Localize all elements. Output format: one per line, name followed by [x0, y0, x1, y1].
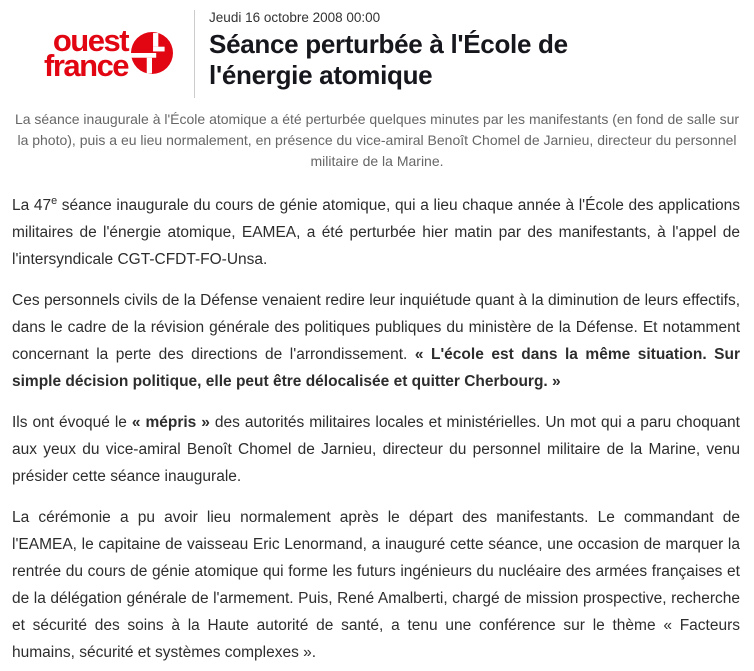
paragraph-quote-bold: « L'école est dans la même situation. Sur simple décision politique, elle peut être délocalisée et quitter Cherbourg. »	[12, 346, 740, 390]
superscript-ordinal: e	[51, 194, 58, 207]
paragraph-quote-bold: « mépris »	[131, 414, 210, 431]
ouest-france-logo[interactable]	[44, 10, 173, 96]
article-title: Séance perturbée à l'École de l'énergie atomique	[209, 29, 568, 90]
paragraph-text: des autorités militaires locales et ministérielles. Un mot qui a paru choquant aux yeux du vice-amiral Benoît Chomel de Jarnieu, directeur du personnel militaire de la Marine, venu présider cette séance inaugurale.	[12, 414, 740, 485]
paragraph-text: La cérémonie a pu avoir lieu normalement après le départ des manifestants. Le commandant de l'EAMEA, le capitaine de vaisseau Eric Lenormand, a inauguré cette séance, une occasion de marquer la rentrée du cours de génie atomique qui forme les futurs ingénieurs du nucléaire des armées françaises et de la délégation générale de l'armement. Puis, René Amalberti, chargé de mission prospective, recherche et sécurité des soins à la Haute autorité de santé, a tenu une conférence sur le thème « Facteurs humains, sécurité et systèmes complexes ».	[12, 509, 740, 661]
article-paragraph-4	[12, 504, 740, 666]
page-header	[0, 0, 754, 98]
logo-wordmark	[44, 23, 131, 83]
article-date: Jeudi 16 octobre 2008 00:00	[209, 10, 381, 25]
paragraph-text: séance inaugurale du cours de génie atomique, qui a lieu chaque année à l'École des applications militaires de l'énergie atomique, EAMEA, a été perturbée hier matin par des manifestants, à l'appel de l'intersyndicale CGT-CFDT-FO-Unsa.	[12, 197, 741, 268]
article-body	[0, 172, 754, 666]
paragraph-text: Ces personnels civils de la Défense venaient redire leur inquiétude quant à la diminution de leurs effectifs, dans le cadre de la révision générale des politiques publiques du ministère de la Défense. Et notamment concernant la perte des directions de l'arrondissement.	[12, 292, 740, 363]
article-lede: La séance inaugurale à l'École atomique a été perturbée quelques minutes par les manifestants (en fond de salle sur la photo), puis a eu lieu normalement, en présence du vice-amiral Benoît Chomel de Jarnieu, directeur du personnel militaire de la Marine.	[14, 111, 740, 169]
logo-word-ouest: ouest	[52, 23, 129, 58]
header-title-block	[195, 10, 659, 98]
paragraph-text: Ils ont évoqué le	[12, 414, 132, 431]
logo-word-france: france	[44, 48, 129, 83]
paragraph-text: La 47	[12, 197, 52, 214]
article-paragraph-1	[12, 192, 740, 273]
article-paragraph-2	[12, 287, 740, 395]
article-paragraph-3	[12, 409, 740, 490]
ouest-france-circle-emblem-icon	[131, 32, 173, 79]
